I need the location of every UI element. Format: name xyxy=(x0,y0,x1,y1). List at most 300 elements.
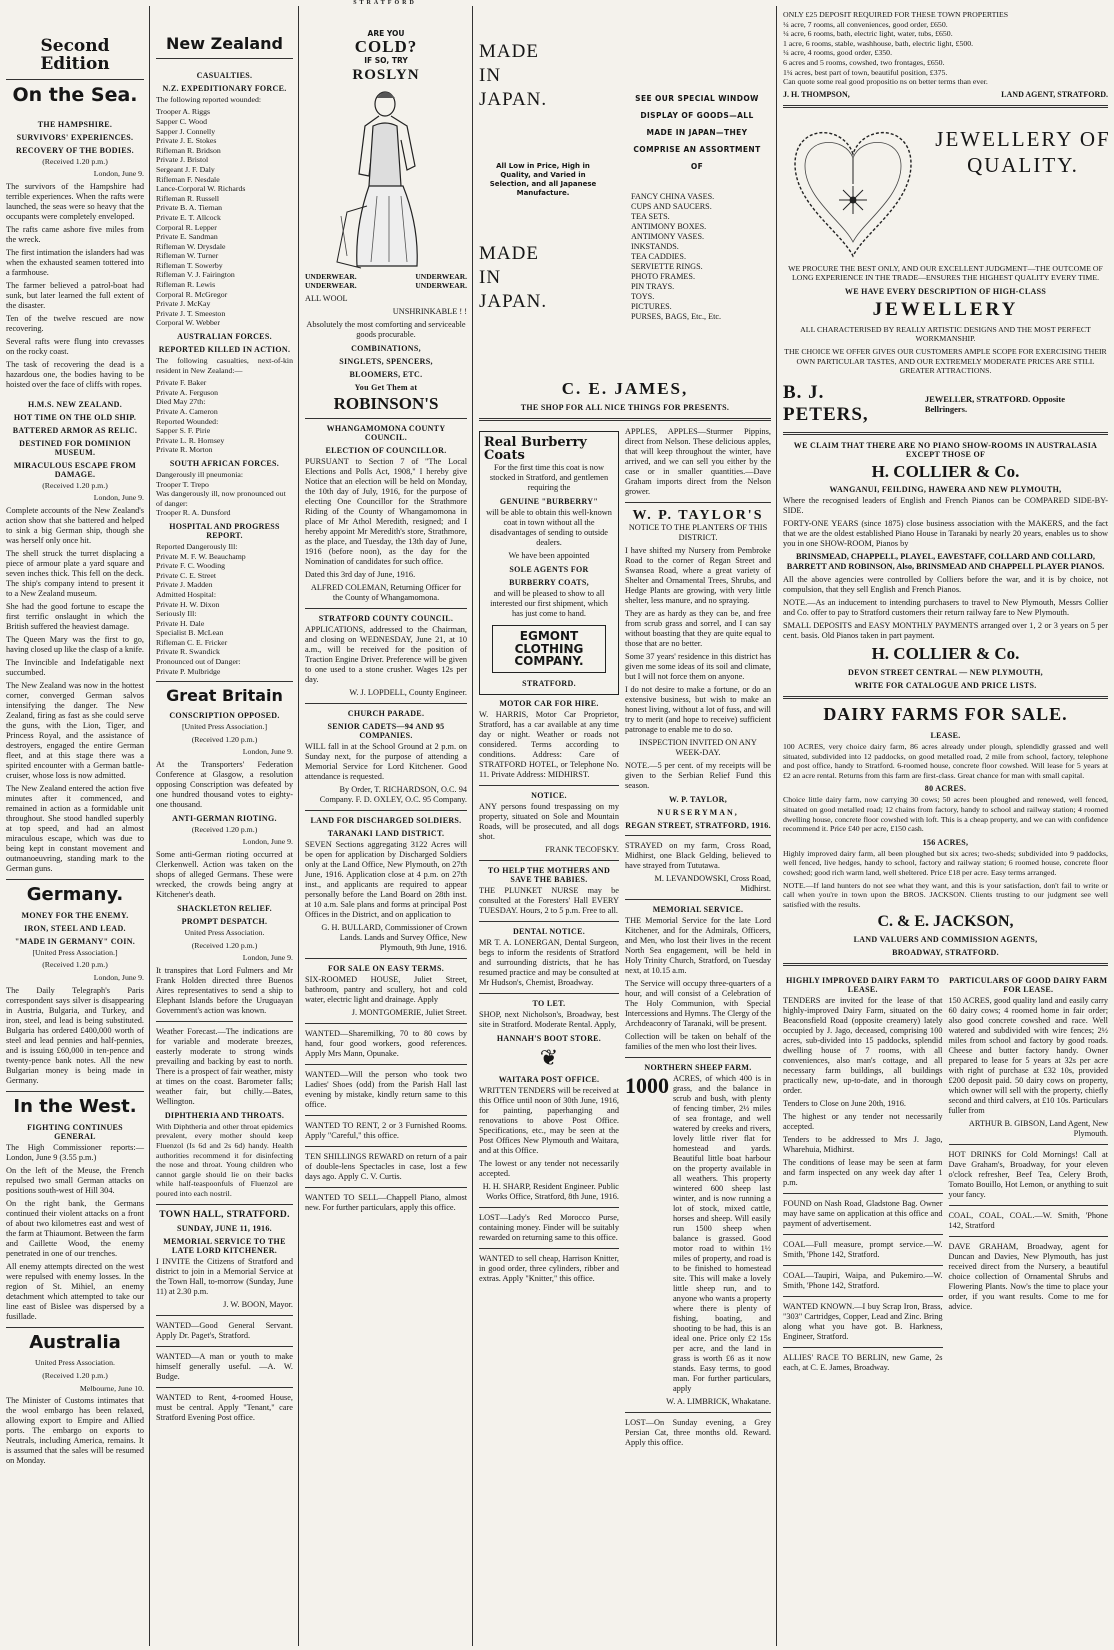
classified-ad: The lowest or any tender not necessarily accepted. xyxy=(479,1158,619,1178)
classified-ad: SHOP, next Nicholson's, Broadway, best site in Stratford. Moderate Rental. Apply, xyxy=(479,1009,619,1029)
headline: WHANGAMOMONA COUNTY COUNCIL. xyxy=(326,424,446,443)
list-item: Sergeant J. F. Daly xyxy=(156,164,215,174)
ad-text: BLOOMERS, ETC. xyxy=(349,369,423,379)
list-item: Private E. T. Allcock xyxy=(156,212,221,222)
article-paragraph: Weather Forecast.—The indications are for variable and moderate breezes, easterly moderate to strong winds prevailing and backing by east to north. There is a prospect of fair weather, misty at times on the coast. Barometer falls; weather fair, but chilly.—Bates, Wellington. xyxy=(156,1026,293,1106)
dateline: London, June 9. xyxy=(242,953,293,963)
dateline: [United Press Association.] xyxy=(32,947,118,957)
ad-headline: C. & E. JACKSON, xyxy=(877,913,1014,931)
headline: SOUTH AFRICAN FORCES. xyxy=(169,458,280,468)
article-paragraph: The High Commissioner reports:—London, June 9 (3.55 p.m.) xyxy=(6,1142,144,1162)
headline: MEMORIAL SERVICE TO THE LATE LORD KITCHENER. xyxy=(163,1236,286,1255)
burberry-ad xyxy=(479,431,619,695)
headline: STRATFORD COUNTY COUNCIL. xyxy=(318,614,454,624)
list-item: Can quote some real good propositio ns on better terms than ever. xyxy=(783,77,988,87)
list-item: Rifleman R. Lewis xyxy=(156,280,216,290)
classified-ad: WANTED—Sharemilking, 70 to 80 cows by hand, four good workers, good references. Apply Mrs Mann, Opunake. xyxy=(305,1029,467,1059)
ad-headline: JEWELLERY xyxy=(872,298,1019,320)
dateline: London, June 9. xyxy=(93,169,144,179)
classified-ad: COAL—Taupiri, Waipa, and Pukemiro.—W. Smith, 'Phone 142, Stratford. xyxy=(783,1270,943,1290)
ad-text: All Low in Price, High in Quality, and Varied in Selection, and all Japanese Manufacture. xyxy=(489,162,597,197)
ad-text: Absolutely the most comforting and serviceable goods procurable. xyxy=(306,319,466,339)
headline: TO HELP THE MOTHERS AND SAVE THE BABIES. xyxy=(487,865,611,884)
list-item: 1 acre, 6 rooms, stable, washhouse, bath, electric light, £500. xyxy=(783,38,974,48)
classified-ad: WANTED—Good General Servant. Apply Dr. Paget's, Stratford. xyxy=(156,1320,293,1340)
classified-ad: ALLIES' RACE TO BERLIN, new Game, 2s each, at C. E. James, Broadway. xyxy=(783,1352,943,1372)
list-item: Trooper A. Riggs xyxy=(156,107,211,117)
article-paragraph: The farmer believed a patrol-boat had sunk, but later learned the full extent of the disaster. xyxy=(6,280,144,310)
list-item: Private H. Dale xyxy=(156,618,205,628)
signature: W. P. TAYLOR, xyxy=(668,795,728,805)
list-item: Private J. T. Smeeston xyxy=(156,308,226,318)
ad-text: The conditions of lease may be seen at farm and farm inspected on any week day after 1 p.m. xyxy=(783,1157,943,1187)
headline: DIPHTHERIA AND THROATS. xyxy=(164,1110,285,1120)
ad-text: NOTE.—5 per cent. of my receipts will be given to the Serbian Relief Fund this season. xyxy=(625,761,771,791)
headline: TARANAKI LAND DISTRICT. xyxy=(327,829,445,839)
ad-text: UNDERWEAR. xyxy=(305,280,357,290)
article-paragraph: The following reported wounded: xyxy=(156,94,262,104)
ad-text: They are as hardy as they can be, and free from scrub grass and sorrel, and I can say without boasting that they are quite equal to those that are no better. xyxy=(625,609,771,649)
dateline: (Received 1.20 p.m.) xyxy=(191,734,258,744)
list-item: Rifleman W. Turner xyxy=(156,251,219,261)
article-paragraph: The Daily Telegraph's Paris correspondent says silver is disappearing in Austria, Bulgaria, and Turkey, and iron, steel, and lead is being substituted. Bulgaria has ordered £400,000 worth of steel and lead pennies and half-pennies, and is issuing £60,000 in ten-pence and twenty-pence bank notes. All the new Bulgarian money is being made in Germany. xyxy=(6,985,144,1085)
list-item: Private B. A. Tiernan xyxy=(156,203,223,213)
headline: SUNDAY, JUNE 11, 1916. xyxy=(177,1223,272,1233)
signature: ALFRED COLEMAN, Returning Officer for the County of Whangamomona. xyxy=(310,583,462,603)
headline: REPORTED KILLED IN ACTION. xyxy=(158,345,291,355)
column-4 xyxy=(475,10,775,1646)
headline: RECOVERY OF THE BODIES. xyxy=(16,145,134,155)
list-item: Private F. C. Wooding xyxy=(156,561,225,571)
list-item: ANTIMONY BOXES. xyxy=(631,222,707,231)
ad-text: 80 ACRES. xyxy=(924,784,967,794)
jewellery-of-quality-ad xyxy=(783,114,1111,264)
classified-ad: THE PLUNKET NURSE may be consulted at the Foresters' Hall EVERY TUESDAY. Hours, 2 to 5 p.m. Free to all. xyxy=(479,885,619,915)
list-item: Died May 27th: xyxy=(156,397,206,407)
crest-icon: ❦ xyxy=(539,1044,559,1070)
list-item: FANCY CHINA VASES. xyxy=(631,192,715,201)
ad-text: SEE OUR SPECIAL WINDOW DISPLAY OF GOODS—ALL MADE IN JAPAN—THEY COMPRISE AN ASSORTMENT OF xyxy=(633,94,761,171)
ad-headline: H. COLLIER & Co. xyxy=(871,461,1020,481)
dateline: [United Press Association.] xyxy=(181,722,268,732)
underwear-row xyxy=(305,281,467,290)
list-item: TOYS. xyxy=(631,292,655,301)
section-heading: On the Sea. xyxy=(12,83,138,106)
headline: NOTICE. xyxy=(531,790,567,800)
headline: MOTOR CAR FOR HIRE. xyxy=(499,698,599,708)
ad-text: Choice little dairy farm, now carrying 30 cows; 50 acres been ploughed and renewed, well fenced, situated on good metalled road; 12 chains from factory, handy to school and railway station; 4 roomed dwelling house, concrete floor cowshed with loft. This is a cheap property, and we can with confidence recommend it. Price £40 per acre, £150 cash. xyxy=(783,795,1108,834)
headline: IRON, STEEL AND LEAD. xyxy=(24,923,126,933)
heart-pendant-icon xyxy=(783,114,923,264)
ad-text: WE PROCURE THE BEST ONLY, AND OUR EXCELLENT JUDGMENT—THE OUTCOME OF LONG EXPERIENCE IN THE TRADE—ENSURES THE HIGHEST QUALITY EVERY TIME. xyxy=(788,263,1103,283)
ad-text: Highly improved dairy farm, all been ploughed but six acres; two-sheds; subdivided into 9 paddocks, well fenced, live hedges, handy to school, factory and railway station; 6 roomed house, concrete floor cowshed; good rich warm land, well sheltered. Price £18 per acre. Easy terms arranged. xyxy=(783,848,1108,877)
headline: AUSTRALIAN FORCES. xyxy=(177,332,272,342)
signature: H. H. SHARP, Resident Engineer. Public Works Office, Stratford, 8th June, 1916. xyxy=(482,1181,619,1201)
peters-signature xyxy=(783,382,1108,426)
headline: THE HAMPSHIRE. xyxy=(37,119,113,129)
headline: WAITARA POST OFFICE. xyxy=(498,1074,600,1084)
article-paragraph: The Queen Mary was the first to go, having closed up like the clasp of a knife. xyxy=(6,635,145,654)
list-item: Private C. E. Street xyxy=(156,570,216,580)
headline: H.M.S. NEW ZEALAND. xyxy=(27,399,122,409)
list-item: Pronounced out of Danger: xyxy=(156,657,241,667)
dateline: United Press Association. xyxy=(35,1358,115,1368)
classified-ad: W. HARRIS, Motor Car Proprietor, Stratford, has a car available at any time day or night. Weather or roads not considered. Terms according to conditions. Address: Care of STRATFORD HOTEL, or Telephone No. 11. Private Address: MIDHIRST. xyxy=(479,709,619,779)
ad-headline: ROSLYN xyxy=(352,67,420,84)
ad-text: BROADWAY, STRATFORD. xyxy=(892,947,999,957)
ad-headline: EGMONT CLOTHING COMPANY. xyxy=(492,625,606,673)
notice-paragraph: THE Memorial Service for the late Lord Kitchener, and for the Admirals, Officers, and Men, who lost their lives in the recent North Sea engagement, will be held in Holy Trinity Church, Stratford, on Tuesday next, at 10.15 a.m. xyxy=(625,916,771,976)
headline: "MADE IN GERMANY" COIN. xyxy=(14,936,136,946)
ad-text: NOTE.—As an inducement to intending purchasers to travel to New Plymouth, Messrs Collier and Co. offer to pay to Stratford customers their return railway fare to New Plymouth. xyxy=(783,598,1108,618)
ad-text: WE CLAIM THAT THERE ARE NO PIANO SHOW-ROOMS IN AUSTRALASIA EXCEPT THOSE OF xyxy=(793,440,1098,459)
ad-headline: MADE IN JAPAN. xyxy=(479,41,548,110)
notice-paragraph: PURSUANT to Section 7 of "The Local Elections and Polls Act, 1908," I hereby give Notice that an election will be held on Monday, the 10th day of July, 1916, for the purpose of electing One Councillor for the Strathmore Riding of the County of Whangamomona in place of Mr Athol Meredith, resigned; and I hereby appoint Mr Meredith's store, Strathmore, as the place, and Tuesday, the 13th day of June, 1916 (before noon), as the day for the Nomination of candidates for such office. xyxy=(305,457,467,567)
ad-text: LEASE. xyxy=(930,730,961,740)
ad-text: Tenders to be addressed to Mrs J. Jago, Wharehuia, Midhirst. xyxy=(783,1134,943,1154)
column-rule xyxy=(298,6,299,1646)
ad-text: WANGANUI, FEILDING, HAWERA AND NEW PLYMOUTH, xyxy=(829,485,1062,495)
column-4-left xyxy=(479,427,619,1451)
list-item: Reported Dangerously Ill: xyxy=(156,541,238,551)
ad-text: FORTY-ONE YEARS (since 1875) close business association with the MAKERS, and the fact that we are the oldest established Piano House in Taranaki by nearly 20 years, enables us to show you in one SHOW-ROOM, Pianos by xyxy=(783,519,1108,549)
ad-text: UNDERWEAR. xyxy=(415,271,467,281)
made-in-japan-ad xyxy=(479,10,771,380)
section-heading: New Zealand xyxy=(166,34,283,53)
classified-ad: SIX-ROOMED HOUSE, Juliet Street, bathroom, pantry and scullery, hot and cold water, electric light and drainage. Apply xyxy=(305,975,467,1005)
ad-text: We have been appointed xyxy=(508,550,590,560)
dateline: London, June 9. xyxy=(93,493,144,503)
article-paragraph: With Diphtheria and other throat epidemics prevalent, every mother should keep Fluenzol (Is 6d and 2s 6d) handy. Health authorities recommend it for disinfecting the nose and throat. Young children who cannot gargle should lie on their backs while half-teaspoonfuls of Fluenzol are poured into each nostril. xyxy=(156,1121,293,1198)
classified-ad: WANTED to Rent, 4-roomed House, must be central. Apply "Tenant," care Stratford Evening Post office. xyxy=(156,1392,293,1422)
headline: SENIOR CADETS—94 AND 95 COMPANIES. xyxy=(327,722,445,741)
dateline: (Received 1.20 p.m.) xyxy=(42,960,108,970)
list-item: Lance-Corporal W. Richards xyxy=(156,184,246,194)
ad-text: Tenders to Close on June 20th, 1916. xyxy=(783,1098,906,1108)
list-item: SERVIETTE RINGS. xyxy=(631,262,703,271)
list-item: Private A. Ferguson xyxy=(156,387,219,397)
headline: FOR SALE ON EASY TERMS. xyxy=(327,964,445,974)
headline: NORTHERN SHEEP FARM. xyxy=(644,1063,752,1073)
list-item: Private J. Bristol xyxy=(156,155,209,165)
signature: REGAN STREET, STRATFORD, 1916. xyxy=(625,821,771,831)
list-item: ¼ acre, 4 rooms, good order, £350. xyxy=(783,48,893,58)
list-item: PIN TRAYS. xyxy=(631,282,675,291)
list-item: Rifleman F. Nesdale xyxy=(156,174,220,184)
list-item: Private M. F. W. Beauchamp xyxy=(156,551,246,561)
ad-text: SINGLETS, SPENCERS, xyxy=(339,356,433,366)
dateline: London, June 9. xyxy=(242,837,293,847)
notice-paragraph: The Service will occupy three-quarters of a hour, and will consist of a Celebration of The Holy Communion, with Special Intercessions and Hymns. The Clergy of the Archdeaconry of Taranaki, will be present. xyxy=(625,979,772,1029)
list-item: TEA SETS. xyxy=(631,212,670,221)
list-item: Seriously Ill: xyxy=(156,609,197,619)
ad-headline: H. COLLIER & Co. xyxy=(871,644,1020,664)
ad-text: STRATFORD. xyxy=(522,678,576,688)
list-item: TEA CADDIES. xyxy=(631,252,687,261)
casualty-list xyxy=(156,542,293,676)
list-item: Private H. W. Dixon xyxy=(156,599,220,609)
article-paragraph: I INVITE the Citizens of Stratford and district to join in a Memorial Service at the Town Hall, to-morrow (Sunday, June 11) at 2.30 p.m. xyxy=(156,1256,293,1296)
list-item: ¼ acre, 6 rooms, bath, electric light, water, tubs, £650. xyxy=(783,29,953,39)
list-item: Rifleman T. Sowerby xyxy=(156,260,223,270)
headline: DESTINED FOR DOMINION MUSEUM. xyxy=(19,438,131,457)
article-paragraph: Ten of the twelve rescued are now recovering. xyxy=(6,313,144,333)
article-paragraph: The task of recovering the dead is a hazardous one, the bodies having to be hoisted over the face of cliffs with ropes. xyxy=(6,359,144,389)
headline: SHACKLETON RELIEF. xyxy=(177,904,272,914)
article-paragraph: On the right bank, the Germans continued their violent attacks on a front of about two kilometres east and west of the farm at Thiaumont. Between the farm and Caillette Wood, the enemy penetrated in one of our trenches. xyxy=(6,1198,144,1258)
ad-text: The highest or any tender not necessarily accepted. xyxy=(783,1111,943,1131)
headline: ELECTION OF COUNCILLOR. xyxy=(325,446,447,456)
list-item: ONLY £25 DEPOSIT REQUIRED FOR THESE TOWN PROPERTIES xyxy=(783,10,1009,19)
dateline: London, June 9. xyxy=(242,747,293,757)
column-3 xyxy=(301,10,471,1646)
list-item: Specialist B. McLean xyxy=(156,628,224,638)
classified-ad: WANTED TO SELL—Chappell Piano, almost new. For further particulars, apply this office. xyxy=(305,1193,467,1213)
classified-ad: WANTED to sell cheap, Harrison Knitter, in good order, three cylinders, ribber and extras. Apply "Knitter," this office. xyxy=(479,1253,619,1283)
ad-text: WE HAVE EVERY DESCRIPTION OF HIGH-CLASS xyxy=(844,286,1047,296)
headline: TOWN HALL, STRATFORD. xyxy=(159,1209,290,1220)
ad-headline: JEWELLERY OF QUALITY. xyxy=(935,126,1111,177)
casualty-list xyxy=(156,470,293,518)
classified-ad: STRAYED on my farm, Cross Road, Midhirst, one Black Gelding, believed to have strayed from Tututawa. xyxy=(625,841,771,871)
article-paragraph: The survivors of the Hampshire had terrible experiences. When the rafts were launched, the seas were so heavy that the occupants were completely enveloped. xyxy=(6,181,144,221)
ad-text: LAND VALUERS AND COMMISSION AGENTS, xyxy=(853,934,1038,944)
ad-text: 100 ACRES, very choice dairy farm, 86 acres already under plough, splendidly grassed and well situated, subdivided into 12 paddocks, on good metalled road, 2 mile from school, factory, telephone and post office, handy to Stratford. 6-roomed house, concrete floor cowshed. Will lease for 5 years at £2 an acre rental. Returns from this farm are first-class. Great chance for man with small capital. xyxy=(783,741,1108,780)
headline: CONSCRIPTION OPPOSED. xyxy=(169,711,280,721)
dateline: (Received 1.20 p.m.) xyxy=(191,824,258,834)
list-item: Reported Wounded: xyxy=(156,416,219,426)
ad-headline: ROBINSON'S xyxy=(333,393,439,413)
list-item: Rifleman V. J. Fairington xyxy=(156,270,235,280)
column-rule xyxy=(776,6,777,1646)
classified-ad: TEN SHILLINGS REWARD on return of a pair of double-lens Spectacles in case, lost a few days ago. Apply C. V. Curtis. xyxy=(305,1152,467,1182)
notice-paragraph: Dated this 3rd day of June, 1916. xyxy=(305,570,416,580)
ad-headline: COLD? xyxy=(354,37,418,57)
classified-ad: WRITTEN TENDERS will be received at this Office until noon of 30th June, 1916, for painting, paperhanging and renovations to above Post Office. Specifications, etc., may be seen at the Post Offices New Plymouth and Waitara, and at this Office. xyxy=(479,1085,619,1155)
ad-text: IF SO, TRY xyxy=(364,55,408,65)
article-paragraph: The first intimation the islanders had was when the exhausted seamen tottered into a farmhouse. xyxy=(6,247,144,277)
classified-ad: WANTED TO RENT, 2 or 3 Furnished Rooms. Apply "Careful," this office. xyxy=(305,1121,467,1141)
article-paragraph: The following casualties, next-of-kin resident in New Zealand:— xyxy=(156,356,293,375)
ad-headline: DAIRY FARMS FOR SALE. xyxy=(823,704,1068,725)
list-item: Private J. Madden xyxy=(156,580,213,590)
classified-ad: WANTED—Will the person who took two Ladies' Shoes (odd) from the Parish Hall last evening by mistake, kindly return same to this office. xyxy=(305,1070,467,1110)
ad-text: TENDERS are invited for the lease of that highly-improved Dairy Farm, situated on the Beaconsfield Road (opposite creamery) lately occupied by J. Jago, deceased, comprising 100 acres, sub-divided into 15 paddocks, splendid dwelling house of 7 rooms, with all conveniences, also man's cottage, and all necessary farm buildings, all buildings practically new, up-to-date, and in thorough order. xyxy=(783,995,943,1095)
headline: ANTI-GERMAN RIOTING. xyxy=(172,813,277,823)
article-paragraph: All enemy attempts directed on the west were repulsed with enemy losses. In the region of St. Mihiel, an enemy detachment which attempted to take our line east of Bislee was dispersed by a fusillade. xyxy=(6,1261,144,1321)
list-item: Rifleman C. E. Fricker xyxy=(156,637,228,647)
dateline: London, June 9. xyxy=(93,973,144,983)
classified-ad: MR T. A. LONERGAN, Dental Surgeon, begs to inform the residents of Stratford and surrounding districts, that he has resumed practice and may be consulted at Mr Hudson's, Chemist, Broadway. xyxy=(479,937,619,987)
ad-headline: W. P. TAYLOR'S xyxy=(632,507,764,523)
classified-ad: WANTED—A man or youth to make himself generally useful. —A. W. Budge. xyxy=(156,1351,293,1381)
dateline: United Press Association. xyxy=(184,928,265,938)
ad-headline: C. E. JAMES, xyxy=(561,379,689,398)
column-5-split xyxy=(783,972,1108,1376)
list-item: Sapper J. Connelly xyxy=(156,126,216,136)
edition-title: Second Edition xyxy=(40,36,110,74)
list-item: Corporal R. Lepper xyxy=(156,222,217,232)
section-heading: Germany. xyxy=(26,884,124,905)
list-item: Trooper R. A. Dunsford xyxy=(156,508,231,518)
headline: CHURCH PARADE. xyxy=(347,709,425,719)
section-heading: Australia xyxy=(29,1331,121,1353)
ad-text: ARE YOU xyxy=(367,29,405,38)
woman-illustration-icon xyxy=(305,86,467,272)
list-item: Rifleman R. Bridson xyxy=(156,145,221,155)
list-item: 1¼ acres, best part of town, beautiful position, £375. xyxy=(783,67,948,77)
column-2 xyxy=(152,10,297,1646)
ad-text: SOLE AGENTS FOR xyxy=(509,564,589,574)
headline: HOT TIME ON THE OLD SHIP. xyxy=(13,412,137,422)
ad-text: and will be pleased to show to all interested our first shipment, which has just come to hand. xyxy=(490,588,608,618)
headline: MIRACULOUS ESCAPE FROM DAMAGE. xyxy=(13,460,137,479)
list-item: Trooper T. Trepo xyxy=(156,479,209,489)
signature: J. W. BOON, Mayor. xyxy=(223,1299,293,1309)
list-item: Rifleman W. Drysdale xyxy=(156,241,226,251)
classified-ad: WANTED KNOWN.—I buy Scrap Iron, Brass, "303" Cartridges, Copper, Lead and Zinc. Bring along what you have got. B. Harkness, Engineer, Stratford. xyxy=(783,1301,943,1341)
signature: J. MONTGOMERIE, Juliet Street. xyxy=(351,1008,467,1018)
article-paragraph: The New Zealand was now in the hottest corner, converged German salvos intensifying the danger. The New Zealand, firing as fast as she could serve the guns, with the Lion, Tiger, and Princess Royal, and the assistance of destroyers, engaged the entire German fleet, and at this stage there was a spirited encounter with a German battle-cruiser, whose loss is now admitted. xyxy=(6,681,144,780)
classified-ad: HOT DRINKS for Cold Mornings! Call at Dave Graham's, Broadway, for your eleven o'clock refresher, Beef Tea, Celery Broth, Tomato Bouillo, Hot Lemon, or anything to suit your fancy. xyxy=(948,1149,1108,1199)
classified-ad: COAL, COAL, COAL.—W. Smith, 'Phone 142, Stratford xyxy=(948,1210,1108,1230)
signature: HANNAH'S BOOT STORE. xyxy=(496,1033,602,1043)
signature: W. J. LOPDELL, County Engineer. xyxy=(349,688,467,698)
article-paragraph: At the Transporters' Federation Conference at Glasgow, a resolution opposing Conscription was defeated by one hundred thousand votes to eighty-one thousand. xyxy=(156,759,293,809)
list-item: Corporal W. Webber xyxy=(156,318,220,328)
list-item: Admitted Hospital: xyxy=(156,589,216,599)
headline: DENTAL NOTICE. xyxy=(512,926,586,936)
signature: By Order, T. RICHARDSON, O.C. 94 Company. F. D. OXLEY, O.C. 95 Company. xyxy=(319,785,467,805)
column-1 xyxy=(2,10,148,1646)
classified-ad: FOUND on Nash Road, Gladstone Bag. Owner may have same on application at this office and payment of advertisement. xyxy=(783,1198,943,1228)
dateline: (Received 1.20 p.m.) xyxy=(191,940,258,950)
list-item: Corporal R. McGregor xyxy=(156,289,228,299)
list-item: Dangerously ill pneumonia: xyxy=(156,469,244,479)
ad-text: 156 ACRES, xyxy=(922,837,969,847)
article-paragraph: The Minister of Customs intimates that the wool embargo has been relaxed, allowing export to Empire and Allied ports. The embargo on exports to Neutrals, including America, remains. It is assumed that the sales will be resumed on Monday. xyxy=(6,1396,144,1466)
masthead-strip: STRATFORD xyxy=(353,0,417,6)
classified-ad: APPLES, APPLES—Sturmer Pippins, direct from Nelson. These delicious apples, that will keep throughout the winter, have arrived, and we can sell you either by the case or in smaller quantities.—Dave Graham imports direct from the Nelson grower. xyxy=(625,426,771,496)
section-heading: In the West. xyxy=(13,1095,137,1117)
article-paragraph: The rafts came ashore five miles from the wreck. xyxy=(6,224,144,244)
ad-text: ACRES, of which 400 is in grass, and the balance in scrub and bush, with plenty of fencing timber, 2½ miles of sea frontage, and well watered by creeks and rivers, lovely little river flat for homestead and yards. Beautiful little boat harbour on the property available in all weathers. This property wintered 600 sheep last winter, and is now running a lot of stock, mixed cattle, horses and sheep. Will easily run 1500 sheep when balance is grassed. Good motor road to within 1½ miles of property, and road is to be finished to homestead site. This will make a lovely little sheep run, and to anyone who wants a property where there is plenty of fishing, boating, and shooting to be had, this is an ideal one. Price only £2 15s per acre, and the land in grass is worth £6 as it now stands. Easy terms, to good man. For further particulars, apply xyxy=(673,1074,771,1394)
article-paragraph: The New Zealand entered the action five minutes after it commenced, and remained in action as a formidable unit throughout. She stood handled superbly at top speed, and had an almost miraculous escape, which was due to being kept in constant movement and outmanoeuvring, standing mark to the German guns. xyxy=(6,784,144,873)
goods-list xyxy=(631,192,771,322)
ad-text: UNDERWEAR. xyxy=(415,280,467,290)
list-item: Private R. Morton xyxy=(156,445,213,455)
signature: M. LEVANDOWSKI, Cross Road, Midhirst. xyxy=(654,874,771,894)
list-item: Private L. R. Hornsey xyxy=(156,435,225,445)
ad-text: DEVON STREET CENTRAL — NEW PLYMOUTH, xyxy=(848,668,1043,678)
list-item: Rifleman R. Russell xyxy=(156,193,220,203)
ad-text: For the first time this coat is now stocked in Stratford, and gentlemen requiring the xyxy=(489,462,609,492)
list-item: Private J. E. Stokes xyxy=(156,136,217,146)
list-item: Private R. Swandick xyxy=(156,647,220,657)
ad-text: I do not desire to make a fortune, or do an extensive business, but wish to make an honest living, without a lot of fuss, and will try to merit (and hope to receive) sufficient patronage to enable me to do so. xyxy=(625,685,771,735)
dateline: Melbourne, June 10. xyxy=(79,1383,144,1393)
ad-text: JEWELLER, STRATFORD. Opposite Bellringers. xyxy=(924,393,1065,414)
casualty-list xyxy=(156,107,293,328)
article-paragraph: Several rafts were flung into crevasses on the rocky coast. xyxy=(6,336,144,356)
ad-text: You Get Them at xyxy=(354,382,418,392)
classified-ad: DAVE GRAHAM, Broadway, agent for Duncan and Davies, New Plymouth, has just received direct from the Nursery, a beautiful choice collection of Ornamental Shrubs and Flowering Plants. Now's the time to place your order, if you want results. Come to me for advice. xyxy=(948,1241,1108,1311)
section-heading: Great Britain xyxy=(166,686,283,706)
headline: FIGHTING CONTINUES GENERAL xyxy=(27,1122,123,1141)
signature: W. A. LIMBRICK, Whakatane. xyxy=(666,1397,771,1407)
northern-farm-ad xyxy=(625,1074,771,1397)
classified-ad: LOST—On Sunday evening, a Grey Persian Cat, three months old. Reward. Apply this office. xyxy=(625,1418,771,1448)
notice-paragraph: SEVEN Sections aggregating 3122 Acres will be open for application by Discharged Soldiers only at the Land Office, New Plymouth, on 27th June, 1916. Application close at 4 p.m. on 27th inst., and applicants are required to appear personally before the Land Board on 28th inst. at 10 a.m. Sale plans and forms at principal Post Offices in the District, and on application to xyxy=(305,840,467,920)
list-item: PICTURES. xyxy=(631,302,672,311)
ad-headline: B. J. PETERS, xyxy=(783,381,869,425)
headline: PARTICULARS OF GOOD DAIRY FARM FOR LEASE. xyxy=(949,975,1108,994)
ad-text: GENUINE "BURBERRY" xyxy=(499,496,599,506)
notice-paragraph: WILL fall in at the School Ground at 2 p.m. on Sunday next, for the purpose of attending a Memorial Service for Lord Kitchener. Good attendance is requested. xyxy=(305,742,467,782)
headline: MONEY FOR THE ENEMY. xyxy=(21,910,129,920)
article-paragraph: Some anti-German rioting occurred at Clerkenwell. Action was taken on the shops of alleged Germans. These were wrecked, the crowds being angry at Kitchener's death. xyxy=(156,850,293,900)
column-4-right xyxy=(625,427,771,1451)
list-item: ¼ acre, 7 rooms, all conveniences, good order, £650. xyxy=(783,19,948,29)
ad-text: BRINSMEAD, CHAPPELL, PLAYEL, EAVESTAFF, COLLARD AND COLLARD, BARRETT AND ROBINSON, Also, BRINSMEAD AND CHAPPELL PLAYER PIANOS. xyxy=(786,552,1105,572)
ad-headline: Real Burberry Coats xyxy=(484,434,587,464)
ad-text: ALL CHARACTERISED BY REALLY ARTISTIC DESIGNS AND THE MOST PERFECT WORKMANSHIP. xyxy=(800,324,1091,344)
dateline: (Received 1.20 p.m.) xyxy=(42,156,108,166)
notice-paragraph: APPLICATIONS, addressed to the Chairman, and closing on WEDNESDAY, June 21, at 10 a.m., will be received for the position of Traction Engine Driver. Preference will be given to one used to a stone crusher. Wages 12s per day. xyxy=(305,625,467,685)
signature: G. H. BULLARD, Commissioner of Crown Lands. Lands and Survey Office, New Plymouth, 9th June, 1916. xyxy=(321,923,467,953)
headline: PROMPT DESPATCH. xyxy=(181,917,268,927)
column-4-split xyxy=(479,427,771,1451)
ad-text: ALL WOOL xyxy=(305,293,348,303)
ad-text: NOTE.—If land hunters do not see what they want, and this is your satisfaction, don't fail to write or call when you're in town upon the BROS. JACKSON. Clients trusting to our judgment see well satisfied with the results. xyxy=(783,880,1108,909)
headline: HOSPITAL AND PROGRESS REPORT. xyxy=(169,521,280,540)
ad-text: will be able to obtain this well-known coat in town without all the disadvantages of sending to outside dealers. xyxy=(486,507,612,547)
classified-ad: LOST—Lady's Red Morocco Purse, containing money. Finder will be suitably rewarded on returning same to this office. xyxy=(479,1212,619,1242)
list-item: 6 acres and 5 rooms, cowshed, two frontages, £650. xyxy=(783,57,945,67)
article-paragraph: On the left of the Meuse, the French repulsed two small German attacks on positions south-west of Hill 304. xyxy=(6,1165,144,1195)
list-item: PHOTO FRAMES. xyxy=(631,272,696,281)
list-item: Private A. Cameron xyxy=(156,407,218,417)
property-list xyxy=(783,10,1108,87)
ad-text: Where the recognised leaders of English and French Pianos can be COMPARED SIDE-BY-SIDE. xyxy=(783,496,1108,516)
underwear-row xyxy=(305,272,467,281)
column-rule xyxy=(472,6,473,1646)
article-paragraph: The shell struck the turret displacing a piece of armour plate a yard square and seven inches thick. This fell on the deck. The ship's company intend to present it to a New Zealand museum. xyxy=(6,549,144,598)
list-item: Sapper C. Wood xyxy=(156,116,207,126)
signature: ARTHUR B. GIBSON, Land Agent, New Plymouth. xyxy=(968,1118,1108,1138)
list-item: Private E. Sandman xyxy=(156,232,218,242)
article-paragraph: She had the good fortune to escape the first terrific onslaught in which the British suffered the heaviest damage. xyxy=(6,602,144,631)
ad-text: 150 ACRES, good quality land and easily carry 60 dairy cows; 4 roomed home in fair order; also good concrete cowshed and race. Well watered and subdivided with wire fences; 2½ miles from school and factory by good roads. Cheese and butter factory handy. Owner prepared to lease for 5 years at 32s per acre with right of purchase at £32 10s, provided £200 deposit paid. 50 dairy cows on property, which owner will sell with the property, chiefly second and third calvers, at £10 10s. Particulars fuller from xyxy=(948,995,1108,1115)
list-item: INKSTANDS. xyxy=(631,242,679,251)
list-item: ANTIMONY VASES. xyxy=(631,232,705,241)
article-paragraph: Complete accounts of the New Zealand's action show that she battered and helped to sink a big German ship, though she was herself only once hit. xyxy=(6,506,144,545)
ad-text: NOTICE TO THE PLANTERS OF THIS DISTRICT. xyxy=(628,523,768,543)
headline: TO LET. xyxy=(532,998,566,1008)
signature: NURSERYMAN, xyxy=(657,808,739,818)
ad-text: All the above agencies were controlled by Colliers before the war, and it is by choice, not compulsion, that they sell English and French Pianos. xyxy=(783,575,1108,595)
dateline: (Received 1.20 p.m.) xyxy=(42,1371,108,1381)
ad-text: UNSHRINKABLE ! ! xyxy=(392,306,467,316)
ad-headline: MADE IN JAPAN. xyxy=(479,243,548,312)
list-item: PURSES, BAGS, Etc., Etc. xyxy=(631,312,722,321)
list-item: Sapper S. F. Pirie xyxy=(156,426,211,436)
headline: LAND FOR DISCHARGED SOLDIERS. xyxy=(310,816,462,826)
headline: SURVIVORS' EXPERIENCES. xyxy=(16,132,134,142)
ad-text: SMALL DEPOSITS and EASY MONTHLY PAYMENTS arranged over 1, 2 or 3 years on 5 per cent. basis. Old Pianos taken in part payment. xyxy=(783,621,1108,641)
column-5 xyxy=(779,10,1112,1646)
column-5-left xyxy=(783,972,943,1376)
